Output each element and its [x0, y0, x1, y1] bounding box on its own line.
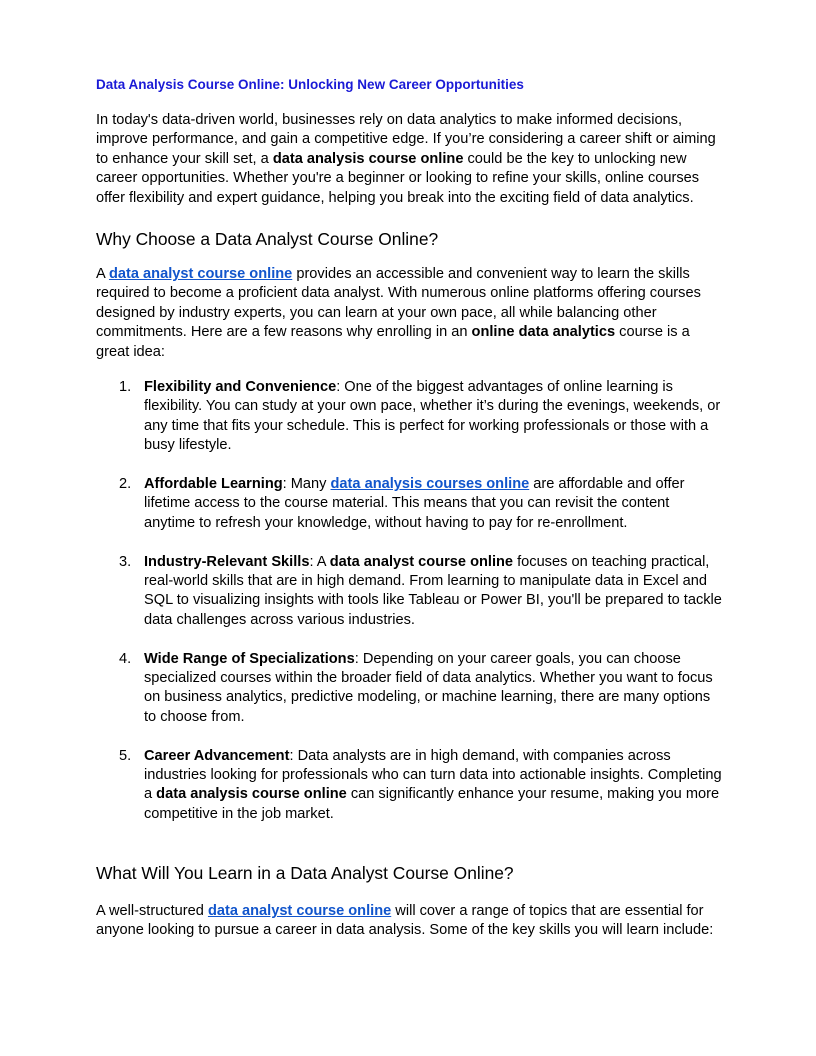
why-bold-phrase: online data analytics: [471, 324, 616, 341]
list-item-bold-phrase: data analysis course online: [156, 786, 347, 803]
list-item-bold-phrase: data analyst course online: [329, 553, 514, 570]
list-item: [96, 378, 724, 456]
list-number: 2.: [119, 476, 132, 493]
list-number: 3.: [119, 553, 132, 570]
list-item-text: : Data analysts are in high demand, with companies across industries looking for professionals who can turn data into actionable insights. Completing a: [144, 747, 722, 803]
document-title: Data Analysis Course Online: Unlocking New Career Opportunities: [96, 77, 524, 92]
list-item: [96, 475, 724, 533]
list-item-text: : Depending on your career goals, you can choose specialized courses within the broader field of data analytics. Whether you want to focus on business analytics, predictive modeling, or machine learning, there are many options to choose from.: [144, 650, 713, 725]
why-text-start: A: [96, 266, 109, 282]
what-text-end: will cover a range of topics that are essential for anyone looking to pursue a career in data analysis. Some of the key skills you will learn include:: [96, 903, 714, 939]
intro-paragraph: [96, 111, 724, 208]
data-analyst-course-link[interactable]: data analyst course online: [108, 266, 293, 282]
list-item-text: : A: [309, 553, 330, 570]
list-item-text-continued: are affordable and offer lifetime access to the course material. This means that you can revisit the content anytime to refresh your knowledge, without having to pay for re-enrollment.: [144, 476, 685, 531]
list-number: 4.: [119, 650, 132, 667]
list-item: [96, 553, 724, 631]
list-item-title: Industry-Relevant Skills: [144, 553, 310, 570]
why-text-end: course is a great idea:: [96, 324, 690, 360]
list-item-title: Wide Range of Specializations: [144, 650, 355, 667]
list-item-text-continued: focuses on teaching practical, real-world skills that are in high demand. From learning to manipulate data in Excel and SQL to visualizing insights with tools like Tableau or Power BI, you'll be prepared to tackle data challenges across various industries.: [144, 553, 722, 628]
why-heading: Why Choose a Data Analyst Course Online?: [96, 229, 439, 249]
list-item-text-continued: can significantly enhance your resume, making you more competitive in the job market.: [144, 786, 720, 822]
what-heading: What Will You Learn in a Data Analyst Course Online?: [96, 863, 514, 883]
list-item-title: Flexibility and Convenience: [144, 379, 337, 395]
list-item-title: Career Advancement: [144, 747, 290, 764]
list-item-title: Affordable Learning: [144, 476, 283, 493]
list-item: [96, 747, 724, 825]
why-paragraph: [96, 265, 724, 362]
data-analyst-course-link-2[interactable]: data analyst course online: [207, 903, 392, 919]
list-number: 1.: [119, 379, 132, 395]
what-paragraph: [96, 902, 724, 941]
intro-bold-phrase: data analysis course online: [272, 150, 464, 167]
data-analysis-courses-link[interactable]: data analysis courses online: [330, 476, 530, 493]
reasons-list: [96, 378, 724, 844]
intro-text: In today's data-driven world, businesses rely on data analytics to make informed decisions, improve performance, and gain a competitive edge. If you’re considering a career shift or aiming to enhance your skill set, a: [96, 112, 716, 167]
list-item: [96, 650, 724, 728]
list-item-text: : Many: [282, 476, 331, 493]
list-item-text: : One of the biggest advantages of online learning is flexibility. You can study at your own pace, whether it’s during the evenings, weekends, or any time that fits your schedule. This is perfect for working professionals or those with a busy lifestyle.: [144, 379, 721, 454]
list-number: 5.: [119, 747, 132, 764]
intro-text-continued: could be the key to unlocking new career opportunities. Whether you're a beginner or looking to refine your skills, online courses offer flexibility and expert guidance, helping you break into the exciting field of data analytics.: [96, 150, 700, 206]
why-text-middle: provides an accessible and convenient way to learn the skills required to become a proficient data analyst. With numerous online platforms offering courses designed by industry experts, you can learn at your own pace, all while balancing other commitments. Here are a few reasons why enrolling in an: [96, 266, 701, 341]
what-text-start: A well-structured: [96, 903, 208, 919]
